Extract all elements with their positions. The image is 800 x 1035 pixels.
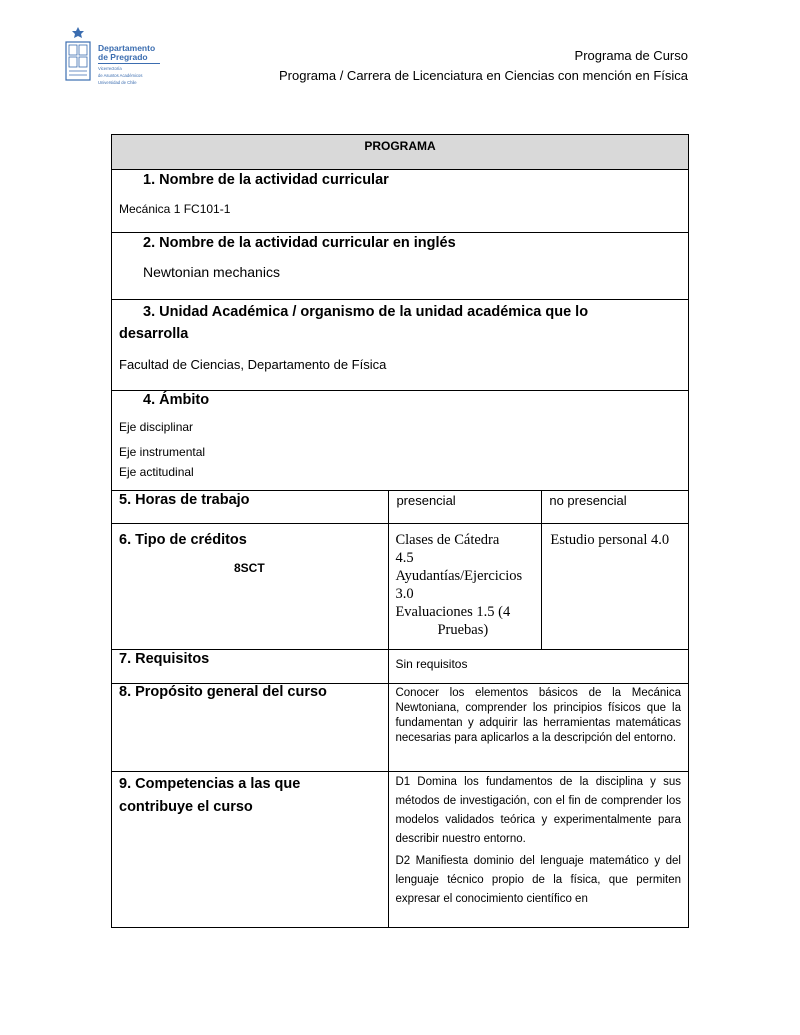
presencial-breakdown (389, 524, 541, 639)
section-5-label-cell (112, 491, 389, 524)
section-7-value-cell (389, 650, 689, 684)
section-6-label: 6. Tipo de créditos (119, 532, 247, 548)
logo-sub-line3: Universidad de Chile (98, 80, 137, 85)
presencial-header: presencial (396, 493, 456, 508)
section-7-value: Sin requisitos (395, 657, 468, 671)
section-9-label-line1: 9. Competencias a las que (119, 776, 301, 792)
department-logo (62, 26, 172, 88)
section-4 (112, 391, 689, 491)
section-2 (112, 233, 689, 300)
section-4-item: Eje disciplinar (119, 420, 194, 434)
program-table (111, 134, 689, 928)
section-5-no-presencial-cell (542, 491, 689, 524)
competency-d2: D2 Manifiesta dominio del lenguaje matemático y del lenguaje técnico propio de la física, que permiten expresar el conocimiento científico en (395, 855, 681, 905)
no-presencial-header: no presencial (549, 493, 627, 508)
logo-divider (98, 63, 160, 64)
section-3-heading-line1: 3. Unidad Académica / organismo de la unidad académica que lo (143, 304, 589, 320)
section-3-heading-line2: desarrolla (119, 326, 189, 342)
section-7-label: 7. Requisitos (119, 651, 210, 667)
section-6-presencial-cell (389, 524, 542, 650)
section-4-item: Eje instrumental (119, 445, 206, 459)
section-7 (112, 650, 689, 684)
section-3-value: Facultad de Ciencias, Departamento de Física (119, 357, 387, 372)
presencial-line: Ayudantías/Ejercicios (395, 568, 523, 584)
section-8-label: 8. Propósito general del curso (119, 684, 327, 700)
section-9-label-cell (112, 772, 389, 928)
presencial-line: 4.5 (395, 550, 414, 566)
logo-dept-line1: Departamento (98, 43, 156, 53)
section-2-heading: 2. Nombre de la actividad curricular en inglés (143, 235, 456, 251)
logo-sub-line1: Vicerrectoría (98, 66, 122, 71)
credits-value: 8SCT (234, 561, 265, 575)
table-title: PROGRAMA (112, 135, 689, 170)
section-1-heading: 1. Nombre de la actividad curricular (143, 172, 389, 188)
section-6-label-cell (112, 524, 389, 650)
section-8 (112, 684, 689, 772)
section-8-value-cell (389, 684, 689, 772)
presencial-line: Clases de Cátedra (395, 532, 500, 548)
section-2-value: Newtonian mechanics (143, 264, 280, 280)
logo-dept-line2: de Pregrado (98, 52, 148, 62)
header-line-2: Programa / Carrera de Licenciatura en Ciencias con mención en Física (279, 68, 688, 83)
section-9-label-line2: contribuye el curso (119, 799, 253, 815)
university-emblem-icon (62, 26, 94, 86)
section-4-heading: 4. Ámbito (143, 392, 210, 408)
section-3 (112, 300, 689, 391)
section-7-label-cell (112, 650, 389, 684)
presencial-line: 3.0 (395, 586, 414, 602)
section-4-item: Eje actitudinal (119, 465, 194, 479)
section-5 (112, 491, 689, 524)
section-8-label-cell (112, 684, 389, 772)
logo-sub-line2: de Asuntos Académicos (98, 73, 143, 78)
competency-d1: D1 Domina los fundamentos de la disciplina y sus métodos de investigación, con el fin de comprender los modelos validados teórica y experimentalmente para describir nuestro entorno. (395, 776, 681, 845)
section-8-value: Conocer los elementos básicos de la Mecánica Newtoniana, comprender los principios físicos que la fundamentan y adquirir las herramientas matemáticas necesarias para aplicarlos a la descripción del entorno. (395, 687, 681, 744)
section-1 (112, 170, 689, 233)
section-6 (112, 524, 689, 650)
section-6-no-presencial-cell (542, 524, 689, 650)
section-9 (112, 772, 689, 928)
presencial-line: Evaluaciones 1.5 (4 (395, 604, 511, 620)
section-9-value-cell (389, 772, 689, 928)
no-presencial-value: Estudio personal 4.0 (550, 532, 670, 548)
section-1-value: Mecánica 1 FC101-1 (119, 202, 231, 216)
document-header (279, 46, 688, 86)
section-5-label: 5. Horas de trabajo (119, 492, 250, 508)
presencial-line: Pruebas) (437, 622, 489, 638)
header-line-1: Programa de Curso (574, 48, 688, 63)
section-5-presencial-cell (389, 491, 542, 524)
